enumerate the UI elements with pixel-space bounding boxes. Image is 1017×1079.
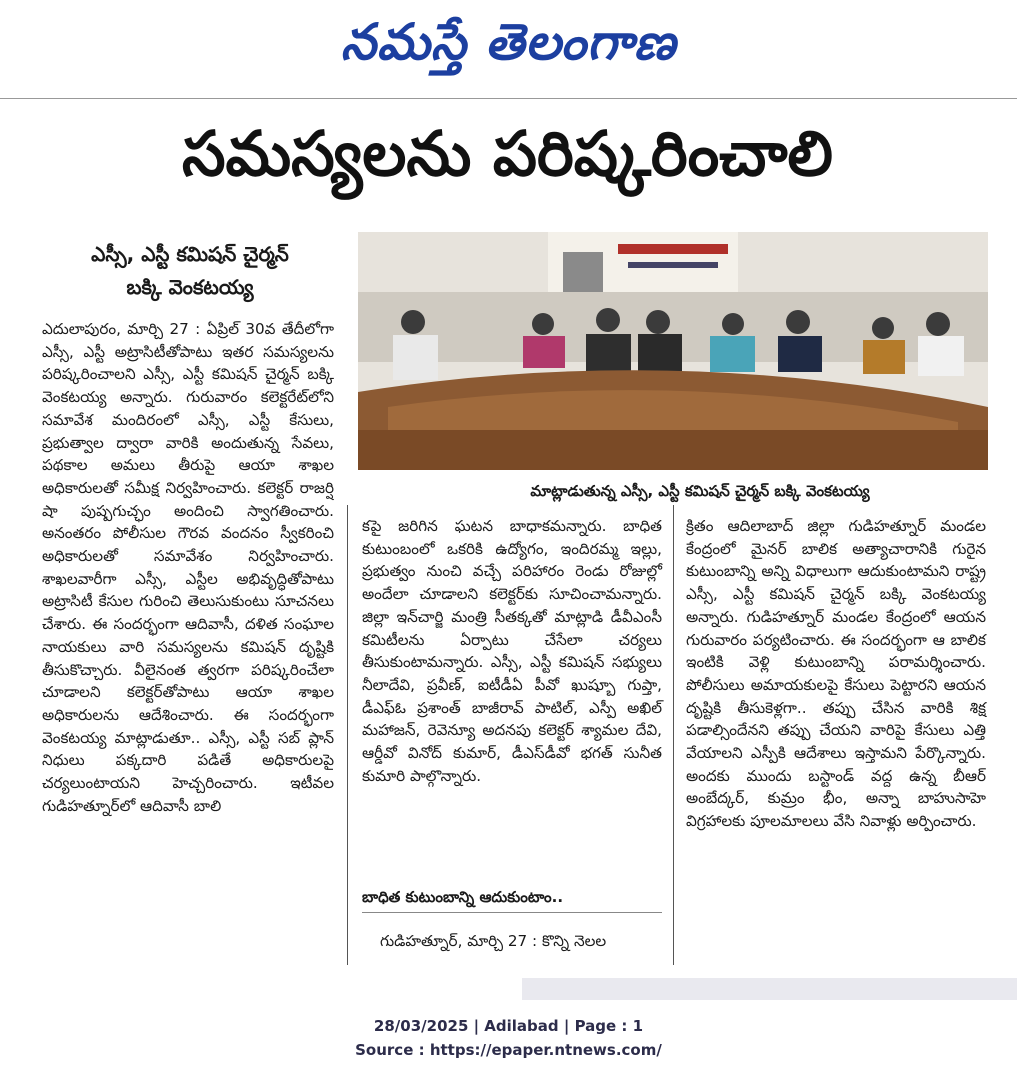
- meeting-photo-illustration: [358, 232, 988, 470]
- article-column-2: [362, 515, 662, 787]
- photo-caption: మాట్లాడుతున్న ఎస్సీ, ఎస్టీ కమిషన్ చైర్మన్ బక్కి వెంకటయ్య: [530, 482, 870, 500]
- headline: సమస్యలను పరిష్కరించాలి: [182, 117, 833, 190]
- news-photo: [358, 232, 988, 470]
- column-divider-1: [347, 505, 348, 965]
- article-column-2-tail: [380, 930, 665, 953]
- masthead-divider: [0, 98, 1017, 99]
- article-column-1: [42, 318, 334, 817]
- column-2-subheading: బాధిత కుటుంబాన్ని ఆదుకుంటాం..: [362, 888, 564, 906]
- subhead-line-1: ఎస్సీ, ఎస్టీ కమిషన్ చైర్మన్: [91, 242, 289, 266]
- subhead-line-2: బక్కి వెంకటయ్య: [126, 275, 254, 299]
- column-divider-2: [673, 505, 674, 965]
- subhead: [40, 238, 340, 304]
- column-3-text: క్రితం ఆదిలాబాద్ జిల్లా గుడిహత్నూర్ మండల కేంద్రంలో మైనర్ బాలిక అత్యాచారానికి గురైన కుటుంబాన్ని అన్ని విధాలుగా ఆదుకుంటామని రాష్ట్ర ఎస్సీ, ఎస్టీ కమిషన్ చైర్మన్ బక్కి వెంకటయ్య అన్నారు. గుడిహత్నూర్ మండల కేంద్రంలో ఆయన గురువారం పర్యటించారు. ఈ సందర్భంగా ఆ బాలిక ఇంటికి వెళ్లి కుటుంబాన్ని పరామర్శించారు. పోలీసులు అమాయకులపై కేసులు పెట్టారని ఆయన దృష్టికి తీసుకెళ్లగా.. తప్పు చేసిన వారికి శిక్ష పడాల్సిందేనని తప్పు చేయని వారిపై కేసులు ఎత్తి వేయాలని ఎస్పీకి ఆదేశాలు ఇస్తామని పేర్కొన్నారు. అందకు ముందు బస్టాండ్ వద్ద ఉన్న బీఆర్ అంబేద్కర్, కుమ్రం భీం, అన్నా బాహుసాహె విగ్రహాలకు పూలమాలలు వేసి నివాళ్లు అర్పించారు.: [686, 517, 986, 831]
- article-column-3: [686, 515, 986, 833]
- subheading-divider: [362, 912, 662, 913]
- masthead: [0, 0, 1017, 96]
- column-2-text: కపై జరిగిన ఘటన బాధాకమన్నారు. బాధిత కుటుంబంలో ఒకరికి ఉద్యోగం, ఇందిరమ్మ ఇల్లు, ప్రభుత్వం నుంచి వచ్చే పరిహారం రెండు రోజుల్లో అందేలా చూడాలని కలెక్టర్‌కు సూచించామన్నారు. జిల్లా ఇన్‌చార్జి మంత్రి సీతక్కతో మాట్లాడి డీవీఎంసీ కమిటీలను ఏర్పాటు చేసేలా చర్యలు తీసుకుంటామన్నారు. ఎస్సీ, ఎస్టీ కమిషన్ సభ్యులు నీలాదేవి, ప్రవీణ్, ఐటీడీఏ పీవో ఖుష్బూ గుప్తా, డీఎఫ్‌ఓ ప్రశాంత్ బాజీరావ్ పాటిల్, ఎస్పీ అఖిల్ మహాజన్, రెవెన్యూ అదనపు కలెక్టర్ శ్యామల దేవి, ఆర్డీవో వినోద్ కుమార్, డీఎస్‌డీవో భగత్ సునీత కుమారి పాల్గొన్నారు.: [362, 517, 662, 785]
- column-1-text: ఎదులాపురం, మార్చి 27 : ఏప్రిల్ 30వ తేదీలోగా ఎస్సీ, ఎస్టీ అట్రాసిటీతోపాటు ఇతర సమస్యలను పరిష్కరించాలని ఎస్సీ, ఎస్టీ కమిషన్ చైర్మన్ బక్కి వెంకటయ్య అన్నారు. గురువారం కలెక్టరేట్‌లోని సమావేశ మందిరంలో ఎస్సీ, ఎస్టీ కేసులు, ప్రభుత్వాల ద్వారా వారికి అందుతున్న సేవలు, పథకాల అమలు తీరుపై ఆయా శాఖల అధికారులతో సమీక్ష నిర్వహించారు. కలెక్టర్ రాజర్షి షా పుష్పగుచ్ఛం అందించి స్వాగతించారు. అనంతరం పోలీసుల గౌరవ వందనం స్వీకరించి అధికారులతో సమావేశం నిర్వహించారు. శాఖలవారీగా ఎస్సీ, ఎస్టీల అభివృద్ధితోపాటు అట్రాసిటీ కేసుల గురించి తెలుసుకుంటు సూచనలు చేశారు. ఈ సందర్భంగా ఆదివాసీ, దళిత సంఘాల నాయకులు వారి సమస్యలను కమిషన్ దృష్టికి తీసుకొచ్చారు. వీలైనంత త్వరగా పరిష్కరించేలా చూడాలని కలెక్టర్‌తోపాటు ఆయా శాఖల అధికారులను ఆదేశించారు. ఈ సందర్భంగా వెంకటయ్య మాట్లాడుతూ.. ఎస్సీ, ఎస్టీ సబ్ ప్లాన్ నిధులు పక్కదారి పడితే అధికారులపై చర్యలుంటాయని హెచ్చరించారు. ఇటీవల గుడిహత్నూర్‌లో ఆదివాసీ బాలి: [42, 320, 334, 815]
- footer-source-link[interactable]: Source : https://epaper.ntnews.com/: [355, 1041, 662, 1059]
- masthead-logo: నమస్తే తెలంగాణ: [340, 12, 677, 71]
- adjacent-article-strip: [522, 978, 1017, 1000]
- footer-date-edition: 28/03/2025 | Adilabad | Page : 1: [373, 1017, 644, 1035]
- column-2-tail-text: గుడిహత్నూర్, మార్చి 27 : కొన్ని నెలల: [380, 932, 607, 950]
